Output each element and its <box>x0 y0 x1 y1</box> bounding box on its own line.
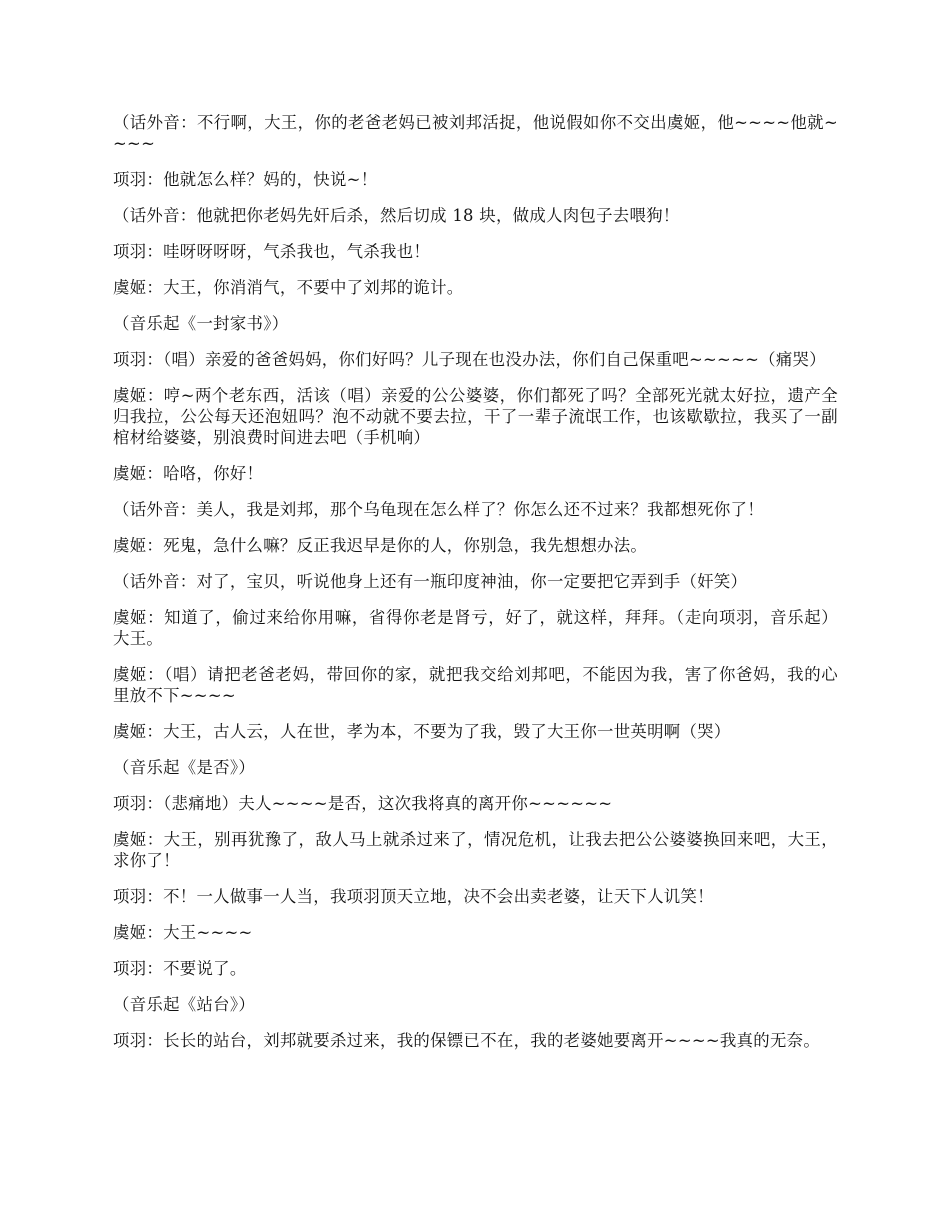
paragraph: 虞姬：大王，你消消气，不要中了刘邦的诡计。 <box>113 278 464 297</box>
paragraph: 虞姬：死鬼，急什么嘛？反正我迟早是你的人，你别急，我先想想办法。 <box>113 536 648 555</box>
paragraph: （话外音：他就把你老妈先奸后杀，然后切成 18 块，做成人肉包子去喂狗！ <box>113 206 680 225</box>
paragraph: 项羽：（唱）亲爱的爸爸妈妈，你们好吗？儿子现在也没办法，你们自己保重吧~~~~~（痛哭） <box>113 350 826 369</box>
paragraph: 虞姬：大王，古人云，人在世，孝为本，不要为了我，毁了大王你一世英明啊（哭） <box>113 722 731 741</box>
paragraph: 虞姬：哼~两个老东西，活该（唱）亲爱的公公婆婆，你们都死了吗？全部死光就太好拉，遗产全归我拉，公公每天还泡妞吗？泡不动就不要去拉，干了一辈子流氓工作，也该歇歇拉，我买了一副棺材给婆婆，别浪费时间进去吧（手机响） <box>113 386 838 447</box>
paragraph: （音乐起《站台》） <box>113 995 256 1014</box>
paragraph: （音乐起《一封家书》） <box>113 314 289 333</box>
paragraph: （音乐起《是否》） <box>113 758 256 777</box>
paragraph: 项羽：哇呀呀呀呀，气杀我也，气杀我也！ <box>113 242 431 261</box>
paragraph: 虞姬：知道了，偷过来给你用嘛，省得你老是肾亏，好了，就这样，拜拜。（走向项羽，音乐起）大王。 <box>113 608 838 648</box>
paragraph: 项羽：不！一人做事一人当，我项羽顶天立地，决不会出卖老婆，让天下人讥笑！ <box>113 887 714 906</box>
paragraph: （话外音：不行啊，大王，你的老爸老妈已被刘邦活捉，他说假如你不交出虞姬，他~~~~他就~~~~ <box>113 113 838 153</box>
paragraph: 虞姬：大王~~~~ <box>113 923 253 942</box>
paragraph: 项羽：（悲痛地）夫人~~~~是否，这次我将真的离开你~~~~~~ <box>113 794 613 813</box>
paragraph: 虞姬：哈咯，你好！ <box>113 464 264 483</box>
paragraph: 虞姬：大王，别再犹豫了，敌人马上就杀过来了，情况危机，让我去把公公婆婆换回来吧，大王，求你了！ <box>113 830 838 870</box>
paragraph: （话外音：美人，我是刘邦，那个乌龟现在怎么样了？你怎么还不过来？我都想死你了！ <box>113 500 764 519</box>
paragraph: （话外音：对了，宝贝，听说他身上还有一瓶印度神油，你一定要把它弄到手（奸笑） <box>113 572 748 591</box>
paragraph: 项羽：他就怎么样？妈的，快说~！ <box>113 170 378 189</box>
paragraph: 虞姬：（唱）请把老爸老妈，带回你的家，就把我交给刘邦吧，不能因为我，害了你爸妈，我的心里放不下~~~~ <box>113 665 838 705</box>
paragraph: 项羽：不要说了。 <box>113 959 247 978</box>
paragraph: 项羽：长长的站台，刘邦就要杀过来，我的保镖已不在，我的老婆她要离开~~~~我真的无奈。 <box>113 1031 821 1050</box>
